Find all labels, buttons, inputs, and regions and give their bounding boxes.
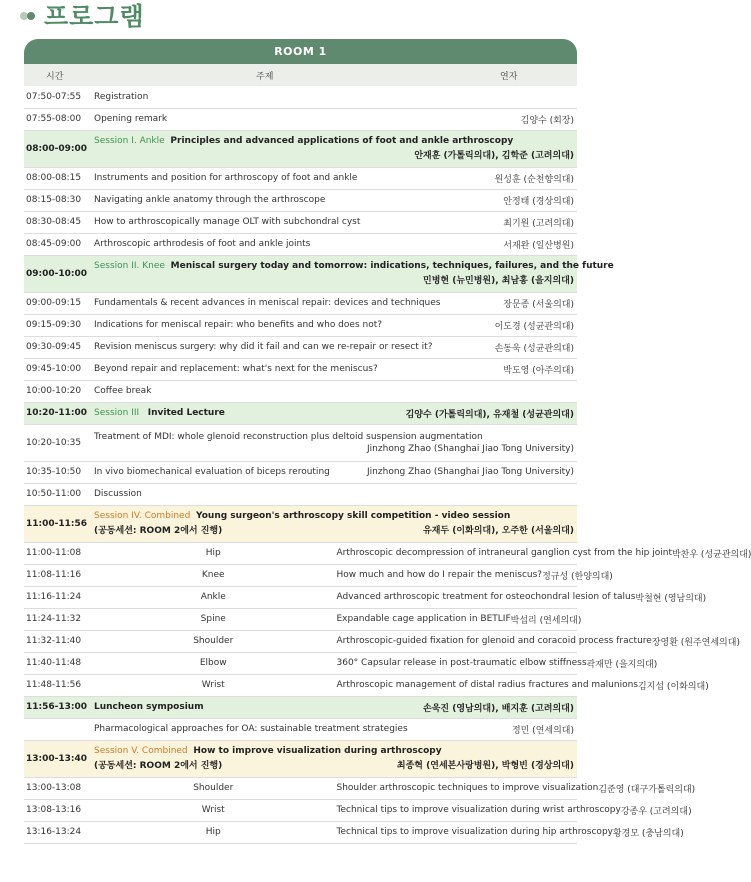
talk-title: Arthroscopic-guided fixation for glenoid and coracoid process fracture <box>336 636 652 646</box>
table-row <box>24 542 577 564</box>
decorative-dot-icon <box>27 12 35 20</box>
topic-cell <box>92 189 577 211</box>
session-heading <box>94 408 225 418</box>
column-header <box>24 64 577 86</box>
topic-line <box>94 194 574 207</box>
category-cell: Wrist <box>92 799 335 821</box>
topic-line <box>94 297 574 310</box>
speaker: 안정태 (경상의대) <box>503 196 574 207</box>
time-cell: 11:00-11:08 <box>24 542 92 564</box>
topic-line <box>336 657 658 670</box>
table-row <box>24 189 577 211</box>
lunch-line <box>94 701 574 714</box>
session-line-2 <box>94 148 574 161</box>
talk-title: Revision meniscus surgery: why did it fail and can we re-repair or resect it? <box>94 342 433 352</box>
category-cell: Hip <box>92 542 335 564</box>
room-title: ROOM 1 <box>24 39 577 64</box>
topic-cell <box>92 380 577 402</box>
table-row <box>24 233 577 255</box>
table-row <box>24 86 577 108</box>
session-cell <box>92 130 577 167</box>
table-row <box>24 336 577 358</box>
topic-cell <box>335 652 658 674</box>
schedule-body <box>24 86 751 843</box>
topic-cell <box>92 86 577 108</box>
session-label: Session III <box>94 408 140 418</box>
topic-line <box>336 569 613 582</box>
topic-line <box>94 341 574 354</box>
topic-line <box>336 826 684 839</box>
topic-cell <box>92 483 577 505</box>
time-cell <box>24 718 92 740</box>
session-line <box>94 261 614 271</box>
topic-cell <box>92 167 577 189</box>
talk-title: Indications for meniscal repair: who benefits and who does not? <box>94 320 383 330</box>
topic-cell <box>92 314 577 336</box>
topic-line <box>336 679 709 692</box>
session-cell <box>92 255 614 292</box>
talk-title: How to arthroscopically manage OLT with subchondral cyst <box>94 217 361 227</box>
topic-line <box>336 591 707 604</box>
session-title: How to improve visualization during arthroscopy <box>193 746 442 756</box>
lunch-title: Luncheon symposium <box>94 702 204 712</box>
table-row <box>24 167 577 189</box>
time-cell: 09:30-09:45 <box>24 336 92 358</box>
talk-title: In vivo biomechanical evaluation of biceps rerouting <box>94 467 330 477</box>
session-note: (공동세션: ROOM 2에서 진행) <box>94 761 223 771</box>
speaker: 김지섭 (이화의대) <box>637 681 709 692</box>
session-line-2 <box>94 523 574 536</box>
column-topic: 주제 <box>256 72 274 82</box>
talk-title: Registration <box>94 91 149 102</box>
table-row <box>24 586 577 608</box>
topic-line <box>94 113 574 126</box>
session-line-2 <box>94 758 574 771</box>
topic-cell <box>335 564 613 586</box>
table-row <box>24 358 577 380</box>
speaker: 서재완 (일산병원) <box>503 240 574 251</box>
speaker: 김준영 (대구가톨릭의대) <box>598 784 696 795</box>
time-cell: 11:00-11:56 <box>24 505 92 542</box>
topic-line <box>94 172 574 185</box>
topic-line <box>94 489 574 499</box>
time-cell: 11:56-13:00 <box>24 696 92 718</box>
speaker: 강종우 (고려의대) <box>620 806 692 817</box>
program-heading <box>20 0 145 30</box>
talk-title: Navigating ankle anatomy through the arthroscope <box>94 195 326 205</box>
speaker: 원성훈 (순천향의대) <box>494 174 574 185</box>
talk-title: How much and how do I repair the meniscus? <box>336 570 543 580</box>
speaker: Jinzhong Zhao (Shanghai Jiao Tong University) <box>367 467 574 477</box>
speaker: 최기원 (고려의대) <box>503 218 574 229</box>
speaker: 장영환 (원주연세의대) <box>651 637 740 648</box>
session-row <box>24 505 577 542</box>
session-title: Invited Lecture <box>147 408 225 418</box>
table-row <box>24 799 577 821</box>
time-cell: 10:20-11:00 <box>24 402 92 424</box>
schedule-table <box>24 86 751 844</box>
time-cell: 11:08-11:16 <box>24 564 92 586</box>
session-line <box>94 136 574 146</box>
topic-line <box>94 319 574 332</box>
speaker: 곽재만 (을지의대) <box>586 659 658 670</box>
category-cell: Spine <box>92 608 335 630</box>
column-time: 시간 <box>46 72 64 82</box>
talk-title: Coffee break <box>94 386 152 396</box>
session-row <box>24 402 577 424</box>
topic-cell <box>92 336 577 358</box>
topic-cell <box>92 461 577 483</box>
table-row <box>24 674 577 696</box>
category-cell: Shoulder <box>92 630 335 652</box>
topic-line <box>94 467 574 477</box>
topic-cell <box>92 108 577 130</box>
talk-title: Expandable cage application in BETLIF <box>336 614 511 624</box>
time-cell: 11:48-11:56 <box>24 674 92 696</box>
topic-line <box>94 238 574 251</box>
topic-line <box>336 804 692 817</box>
category-cell: Knee <box>92 564 335 586</box>
time-cell: 09:15-09:30 <box>24 314 92 336</box>
table-row <box>24 461 577 483</box>
time-cell: 08:00-09:00 <box>24 130 92 167</box>
topic-cell <box>335 586 707 608</box>
time-cell: 07:50-07:55 <box>24 86 92 108</box>
topic-cell <box>92 292 577 314</box>
topic-line <box>336 613 582 626</box>
category-cell: Shoulder <box>92 777 335 799</box>
topic-cell <box>335 608 582 630</box>
session-cell <box>92 740 577 777</box>
time-cell: 13:08-13:16 <box>24 799 92 821</box>
time-cell: 09:00-09:15 <box>24 292 92 314</box>
topic-cell <box>335 777 696 799</box>
talk-title: Instruments and position for arthroscopy of foot and ankle <box>94 173 358 183</box>
time-cell: 11:24-11:32 <box>24 608 92 630</box>
topic-cell <box>335 542 751 564</box>
table-row <box>24 483 577 505</box>
session-chairs: 김양수 (가톨릭의대), 유재철 (성균관의대) <box>405 409 574 420</box>
talk-title: Beyond repair and replacement: what's next for the meniscus? <box>94 364 378 374</box>
category-cell: Ankle <box>92 586 335 608</box>
topic-cell <box>92 358 577 380</box>
time-cell: 13:16-13:24 <box>24 821 92 843</box>
topic-cell <box>335 630 740 652</box>
talk-title: Opening remark <box>94 114 168 124</box>
session-chairs: 유재두 (이화의대), 오주한 (서울의대) <box>423 526 574 536</box>
lunch-cell <box>92 696 577 718</box>
topic-cell <box>92 233 577 255</box>
table-row <box>24 380 577 402</box>
table-row <box>24 718 577 740</box>
talk-title: Advanced arthroscopic treatment for osteochondral lesion of talus <box>336 592 636 602</box>
session-note: (공동세션: ROOM 2에서 진행) <box>94 526 223 536</box>
time-cell: 11:32-11:40 <box>24 630 92 652</box>
topic-line <box>336 547 751 560</box>
column-speaker: 연자 <box>500 72 518 82</box>
topic-line <box>94 216 574 229</box>
topic-line <box>94 92 574 102</box>
session-line <box>94 511 574 521</box>
time-cell: 08:45-09:00 <box>24 233 92 255</box>
table-row <box>24 314 577 336</box>
table-row <box>24 652 577 674</box>
session-line <box>94 407 574 420</box>
speaker: 정민 (연세의대) <box>511 725 574 736</box>
speaker: 박섭리 (연세의대) <box>510 615 582 626</box>
session-line <box>94 746 574 756</box>
session-label: Session V. Combined <box>94 746 188 756</box>
time-cell: 08:15-08:30 <box>24 189 92 211</box>
topic-line <box>94 723 574 736</box>
table-row <box>24 292 577 314</box>
time-cell: 11:40-11:48 <box>24 652 92 674</box>
session-row <box>24 740 577 777</box>
speaker: 황경모 (충남의대) <box>612 828 684 839</box>
speaker: 이도경 (성균관의대) <box>494 321 574 332</box>
speaker: 장문종 (서울의대) <box>503 299 574 310</box>
session-row <box>24 255 577 292</box>
session-line-2 <box>94 273 574 286</box>
session-title: Principles and advanced applications of foot and ankle arthroscopy <box>170 136 514 146</box>
time-cell: 11:16-11:24 <box>24 586 92 608</box>
topic-line <box>94 386 574 396</box>
session-chairs: 안재훈 (가톨릭의대), 김학준 (고려의대) <box>414 151 574 161</box>
talk-title: Discussion <box>94 489 142 499</box>
topic-cell <box>335 821 684 843</box>
speaker: 김양수 (회장) <box>520 115 574 126</box>
topic-cell <box>92 718 577 740</box>
session-label: Session IV. Combined <box>94 511 191 521</box>
time-cell: 09:45-10:00 <box>24 358 92 380</box>
talk-title: Arthroscopic decompression of intraneural ganglion cyst from the hip joint <box>336 548 672 558</box>
session-chairs: 손욱진 (영남의대), 배지훈 (고려의대) <box>423 703 574 714</box>
topic-cell <box>335 674 709 696</box>
page-title: 프로그램 <box>44 2 145 31</box>
table-row <box>24 211 577 233</box>
category-cell: Wrist <box>92 674 335 696</box>
time-cell: 13:00-13:40 <box>24 740 92 777</box>
table-row <box>24 777 577 799</box>
talk-title: Fundamentals & recent advances in meniscal repair: devices and techniques <box>94 298 441 308</box>
time-cell: 08:00-08:15 <box>24 167 92 189</box>
time-cell: 08:30-08:45 <box>24 211 92 233</box>
time-cell: 10:00-10:20 <box>24 380 92 402</box>
table-row <box>24 108 577 130</box>
table-row <box>24 608 577 630</box>
time-cell: 13:00-13:08 <box>24 777 92 799</box>
speaker: 손동욱 (성균관의대) <box>494 343 574 354</box>
speaker: Jinzhong Zhao (Shanghai Jiao Tong University) <box>367 443 574 454</box>
talk-title: Treatment of MDI: whole glenoid reconstruction plus deltoid suspension augmentation <box>94 431 483 442</box>
session-label: Session II. Knee <box>94 261 165 271</box>
table-row <box>24 821 577 843</box>
session-title: Meniscal surgery today and tomorrow: indications, techniques, failures, and the future <box>170 261 614 271</box>
speaker: 박철현 (영남의대) <box>635 593 707 604</box>
topic-line <box>94 363 574 376</box>
table-row <box>24 564 577 586</box>
topic-cell <box>92 424 577 461</box>
talk-title: 360° Capsular release in post-traumatic elbow stiffness <box>336 658 587 668</box>
category-cell: Hip <box>92 821 335 843</box>
talk-title: Technical tips to improve visualization during hip arthroscopy <box>336 827 613 837</box>
talk-title: Shoulder arthroscopic techniques to improve visualization <box>336 783 599 793</box>
talk-title: Pharmacological approaches for OA: sustainable treatment strategies <box>94 724 408 734</box>
time-cell: 09:00-10:00 <box>24 255 92 292</box>
time-cell: 10:20-10:35 <box>24 424 92 461</box>
session-label: Session I. Ankle <box>94 136 165 146</box>
session-title: Young surgeon's arthroscopy skill competition - video session <box>196 511 511 521</box>
table-row <box>24 630 577 652</box>
topic-cell <box>335 799 692 821</box>
session-chairs: 최종혁 (연세본사랑병원), 박형빈 (경상의대) <box>396 761 574 771</box>
session-chairs: 민병현 (뉴민병원), 최남홍 (을지의대) <box>423 276 574 286</box>
session-cell <box>92 505 577 542</box>
topic-cell <box>92 211 577 233</box>
topic-line <box>336 635 740 648</box>
time-cell: 10:50-11:00 <box>24 483 92 505</box>
table-row <box>24 424 577 461</box>
speaker: 정규성 (한양의대) <box>542 571 613 582</box>
session-cell <box>92 402 577 424</box>
talk-title: Technical tips to improve visualization during wrist arthroscopy <box>336 805 621 815</box>
speaker: 박찬우 (성균관의대) <box>671 549 751 560</box>
talk-title: Arthroscopic arthrodesis of foot and ankle joints <box>94 239 311 249</box>
session-row <box>24 130 577 167</box>
category-cell: Elbow <box>92 652 335 674</box>
time-cell: 07:55-08:00 <box>24 108 92 130</box>
time-cell: 10:35-10:50 <box>24 461 92 483</box>
speaker: 박도영 (아주의대) <box>503 365 574 376</box>
topic-line <box>336 782 696 795</box>
talk-title: Arthroscopic management of distal radius fractures and malunions <box>336 680 638 690</box>
lunch-row <box>24 696 577 718</box>
